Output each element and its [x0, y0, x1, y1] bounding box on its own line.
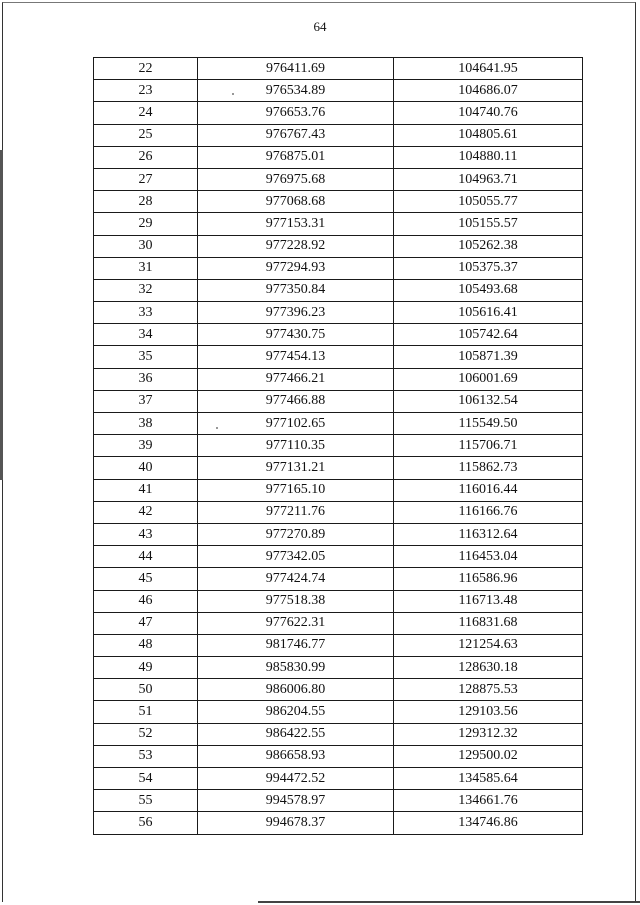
point-number-cell: 41 — [94, 479, 198, 501]
coordinate-y-cell: 129312.32 — [394, 723, 583, 745]
point-number-cell: 54 — [94, 768, 198, 790]
coordinate-y-cell: 116016.44 — [394, 479, 583, 501]
coordinate-x-cell: 977342.05 — [198, 546, 394, 568]
coordinate-y-cell: 105871.39 — [394, 346, 583, 368]
table-row — [94, 368, 583, 390]
point-number-cell: 24 — [94, 102, 198, 124]
coordinate-x-cell: 977622.31 — [198, 612, 394, 634]
table-body — [94, 58, 583, 835]
coordinate-y-cell: 116166.76 — [394, 501, 583, 523]
coordinate-x-cell: 977430.75 — [198, 324, 394, 346]
point-number-cell: 23 — [94, 80, 198, 102]
coordinate-y-cell: 105055.77 — [394, 191, 583, 213]
table-row — [94, 324, 583, 346]
coordinate-x-cell: 977110.35 — [198, 435, 394, 457]
coordinate-x-cell: 977424.74 — [198, 568, 394, 590]
table-row — [94, 657, 583, 679]
coordinate-y-cell: 106132.54 — [394, 390, 583, 412]
coordinate-y-cell: 105262.38 — [394, 235, 583, 257]
table-row — [94, 501, 583, 523]
table-row — [94, 745, 583, 767]
coordinate-x-cell: 977466.88 — [198, 390, 394, 412]
table-row — [94, 168, 583, 190]
point-number-cell: 45 — [94, 568, 198, 590]
coordinate-x-cell: 994678.37 — [198, 812, 394, 834]
table-row — [94, 124, 583, 146]
point-number-cell: 37 — [94, 390, 198, 412]
table-row — [94, 546, 583, 568]
coordinate-y-cell: 104963.71 — [394, 168, 583, 190]
coordinate-y-cell: 129500.02 — [394, 745, 583, 767]
coordinate-x-cell: 976411.69 — [198, 58, 394, 80]
coordinate-x-cell: 977270.89 — [198, 523, 394, 545]
table-row — [94, 146, 583, 168]
coordinate-x-cell: 976875.01 — [198, 146, 394, 168]
point-number-cell: 44 — [94, 546, 198, 568]
table-row — [94, 612, 583, 634]
coordinate-y-cell: 134746.86 — [394, 812, 583, 834]
coordinate-x-cell: 976975.68 — [198, 168, 394, 190]
coordinate-y-cell: 116831.68 — [394, 612, 583, 634]
coordinate-y-cell: 116312.64 — [394, 523, 583, 545]
point-number-cell: 56 — [94, 812, 198, 834]
coordinate-x-cell: 994472.52 — [198, 768, 394, 790]
coordinate-y-cell: 129103.56 — [394, 701, 583, 723]
coordinate-x-cell: 985830.99 — [198, 657, 394, 679]
coordinate-y-cell: 116713.48 — [394, 590, 583, 612]
table-row — [94, 723, 583, 745]
point-number-cell: 55 — [94, 790, 198, 812]
coordinate-y-cell: 104686.07 — [394, 80, 583, 102]
point-number-cell: 38 — [94, 413, 198, 435]
coordinate-y-cell: 134585.64 — [394, 768, 583, 790]
coordinate-x-cell: 976534.89 — [198, 80, 394, 102]
point-number-cell: 48 — [94, 634, 198, 656]
coordinate-y-cell: 105616.41 — [394, 302, 583, 324]
coordinate-x-cell: 994578.97 — [198, 790, 394, 812]
point-number-cell: 26 — [94, 146, 198, 168]
coordinate-x-cell: 977350.84 — [198, 279, 394, 301]
point-number-cell: 47 — [94, 612, 198, 634]
point-number-cell: 29 — [94, 213, 198, 235]
point-number-cell: 40 — [94, 457, 198, 479]
point-number-cell: 39 — [94, 435, 198, 457]
point-number-cell: 25 — [94, 124, 198, 146]
scan-bottom-line — [258, 901, 640, 903]
coordinate-y-cell: 104880.11 — [394, 146, 583, 168]
coordinate-y-cell: 121254.63 — [394, 634, 583, 656]
point-number-cell: 28 — [94, 191, 198, 213]
point-number-cell: 42 — [94, 501, 198, 523]
coordinate-x-cell: 977294.93 — [198, 257, 394, 279]
point-number-cell: 49 — [94, 657, 198, 679]
coordinate-y-cell: 128875.53 — [394, 679, 583, 701]
point-number-cell: 52 — [94, 723, 198, 745]
coordinate-x-cell: 976767.43 — [198, 124, 394, 146]
table-row — [94, 80, 583, 102]
point-number-cell: 33 — [94, 302, 198, 324]
coordinate-y-cell: 104805.61 — [394, 124, 583, 146]
table-row — [94, 590, 583, 612]
page-number: 64 — [313, 19, 327, 34]
table-row — [94, 701, 583, 723]
table-row — [94, 679, 583, 701]
coordinate-y-cell: 116453.04 — [394, 546, 583, 568]
coordinate-x-cell: 977153.31 — [198, 213, 394, 235]
point-number-cell: 36 — [94, 368, 198, 390]
scan-speck — [232, 93, 234, 95]
table-row — [94, 790, 583, 812]
coordinate-y-cell: 104641.95 — [394, 58, 583, 80]
table-row — [94, 279, 583, 301]
coordinate-x-cell: 977518.38 — [198, 590, 394, 612]
coordinate-y-cell: 115706.71 — [394, 435, 583, 457]
table-row — [94, 102, 583, 124]
coordinates-table — [93, 57, 583, 835]
coordinate-x-cell: 977228.92 — [198, 235, 394, 257]
table-row — [94, 568, 583, 590]
table-row — [94, 457, 583, 479]
scan-speck — [216, 427, 218, 429]
coordinate-y-cell: 104740.76 — [394, 102, 583, 124]
point-number-cell: 35 — [94, 346, 198, 368]
coordinate-y-cell: 115549.50 — [394, 413, 583, 435]
coordinate-x-cell: 981746.77 — [198, 634, 394, 656]
coordinate-y-cell: 134661.76 — [394, 790, 583, 812]
point-number-cell: 32 — [94, 279, 198, 301]
table-row — [94, 257, 583, 279]
coordinate-x-cell: 986006.80 — [198, 679, 394, 701]
table-row — [94, 523, 583, 545]
table-row — [94, 346, 583, 368]
coordinate-x-cell: 986204.55 — [198, 701, 394, 723]
table-row — [94, 191, 583, 213]
coordinate-x-cell: 977211.76 — [198, 501, 394, 523]
point-number-cell: 53 — [94, 745, 198, 767]
table-row — [94, 302, 583, 324]
coordinate-x-cell: 986658.93 — [198, 745, 394, 767]
coordinate-x-cell: 986422.55 — [198, 723, 394, 745]
coordinate-x-cell: 977102.65 — [198, 413, 394, 435]
coordinate-x-cell: 977454.13 — [198, 346, 394, 368]
coordinate-y-cell: 116586.96 — [394, 568, 583, 590]
coordinate-y-cell: 115862.73 — [394, 457, 583, 479]
point-number-cell: 34 — [94, 324, 198, 346]
table-row — [94, 213, 583, 235]
table-row — [94, 634, 583, 656]
coordinate-x-cell: 976653.76 — [198, 102, 394, 124]
coordinate-x-cell: 977068.68 — [198, 191, 394, 213]
coordinate-y-cell: 105742.64 — [394, 324, 583, 346]
coordinate-y-cell: 105493.68 — [394, 279, 583, 301]
coordinate-y-cell: 105155.57 — [394, 213, 583, 235]
table-row — [94, 479, 583, 501]
point-number-cell: 50 — [94, 679, 198, 701]
coordinate-x-cell: 977131.21 — [198, 457, 394, 479]
coordinate-x-cell: 977466.21 — [198, 368, 394, 390]
table-row — [94, 812, 583, 834]
point-number-cell: 46 — [94, 590, 198, 612]
point-number-cell: 30 — [94, 235, 198, 257]
coordinate-y-cell: 105375.37 — [394, 257, 583, 279]
table-row — [94, 390, 583, 412]
table-row — [94, 235, 583, 257]
table-row — [94, 58, 583, 80]
coordinate-x-cell: 977396.23 — [198, 302, 394, 324]
point-number-cell: 31 — [94, 257, 198, 279]
point-number-cell: 43 — [94, 523, 198, 545]
coordinate-x-cell: 977165.10 — [198, 479, 394, 501]
table-row — [94, 413, 583, 435]
point-number-cell: 51 — [94, 701, 198, 723]
scan-edge-mark — [0, 150, 3, 480]
table-row — [94, 768, 583, 790]
table-row — [94, 435, 583, 457]
point-number-cell: 27 — [94, 168, 198, 190]
coordinate-y-cell: 106001.69 — [394, 368, 583, 390]
point-number-cell: 22 — [94, 58, 198, 80]
coordinate-y-cell: 128630.18 — [394, 657, 583, 679]
